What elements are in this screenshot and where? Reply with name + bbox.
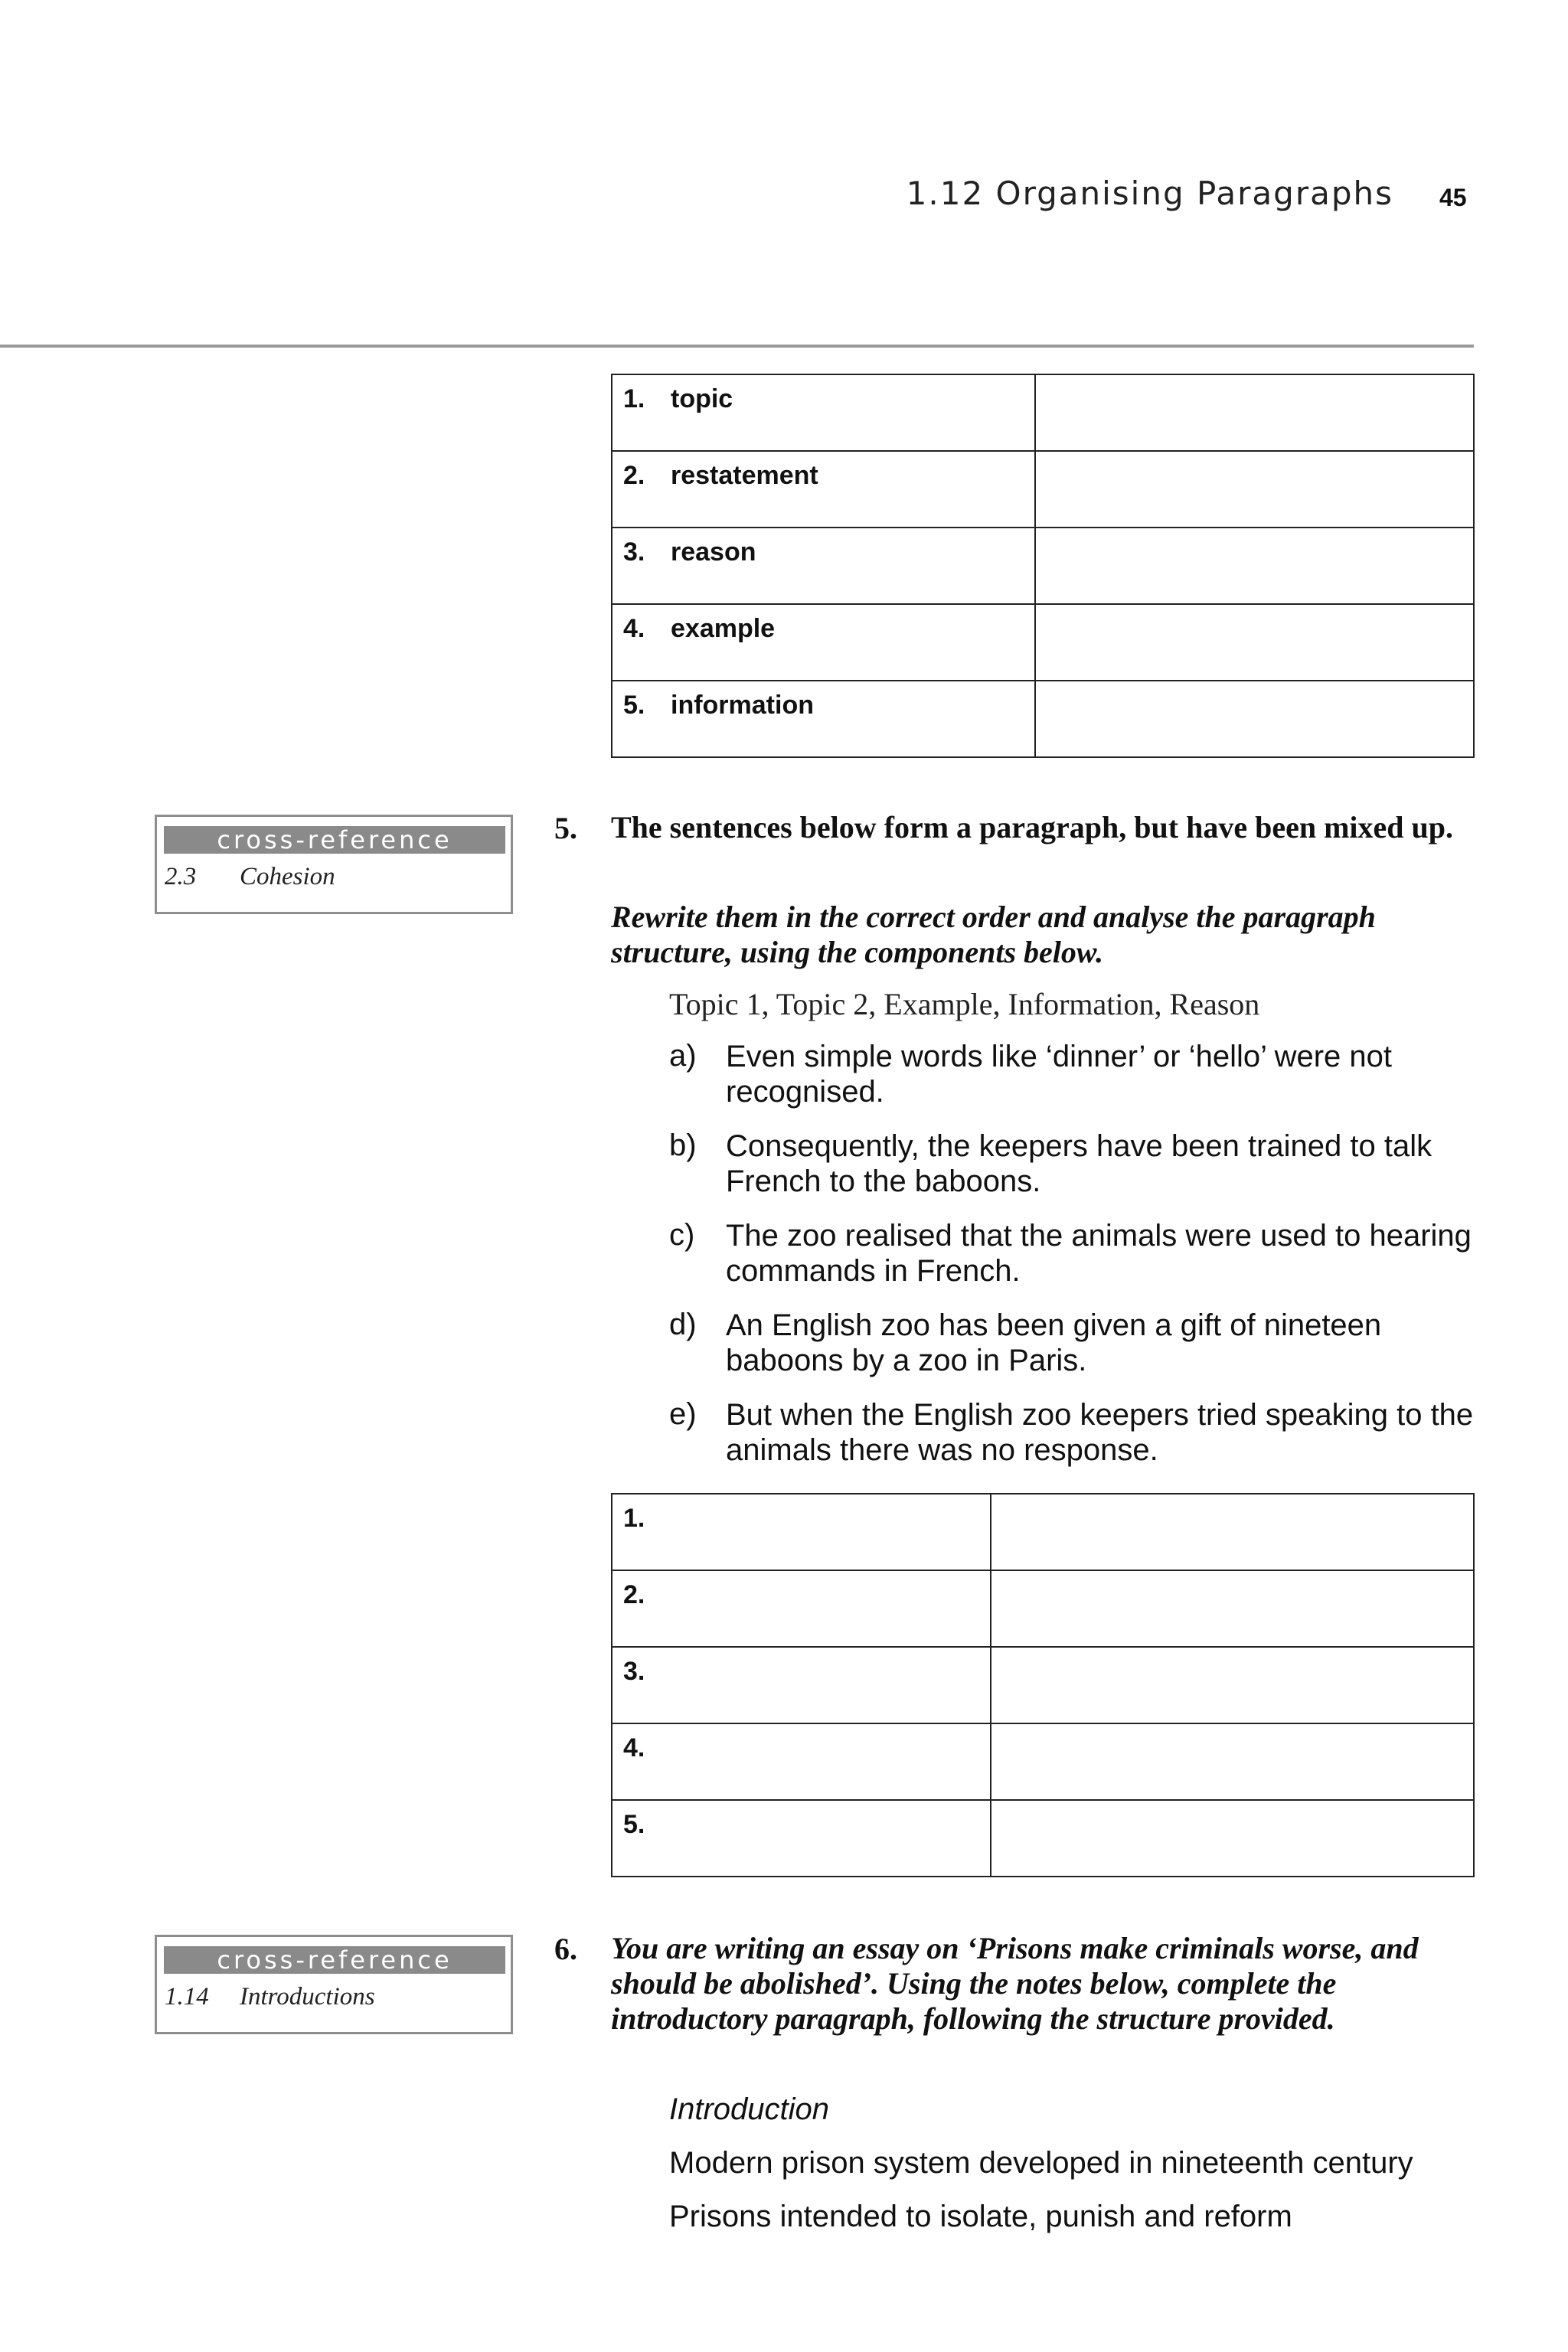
- row-number: 5.: [623, 1810, 645, 1839]
- table-row: [612, 1494, 1474, 1570]
- cross-reference-title: cross-reference: [164, 826, 505, 854]
- row-number: 2.: [623, 1580, 645, 1609]
- component-answer-cell[interactable]: [991, 1494, 1474, 1570]
- answer-cell[interactable]: [1035, 451, 1474, 528]
- question-number: 6.: [554, 1932, 577, 1966]
- table-row: [612, 451, 1474, 528]
- question-instruction: Rewrite them in the correct order and analyse the paragraph structure, using the components below.: [611, 900, 1376, 969]
- table-row: [612, 1570, 1474, 1647]
- component-answer-cell[interactable]: [991, 1570, 1474, 1647]
- component-cell: [612, 528, 1035, 604]
- sentence-cell[interactable]: [612, 1647, 991, 1723]
- component-label: topic: [671, 384, 733, 413]
- component-answer-cell[interactable]: [991, 1647, 1474, 1723]
- cross-reference-box: [155, 1935, 513, 2034]
- row-number: 1.: [623, 1504, 645, 1533]
- answer-cell[interactable]: [1035, 528, 1474, 604]
- component-cell: [612, 681, 1035, 757]
- table-row: [612, 1647, 1474, 1723]
- sentence-cell[interactable]: [612, 1723, 991, 1800]
- component-cell: [612, 451, 1035, 528]
- row-number: 4.: [623, 614, 645, 643]
- cross-reference-number: 2.3: [165, 863, 197, 890]
- component-cell: [612, 604, 1035, 681]
- sentence-cell[interactable]: [612, 1570, 991, 1647]
- row-number: 3.: [623, 537, 645, 567]
- answer-cell[interactable]: [1035, 604, 1474, 681]
- components-table: [611, 374, 1475, 758]
- item-letter: d): [669, 1308, 697, 1341]
- row-number: 4.: [623, 1733, 645, 1762]
- table-row: [612, 1800, 1474, 1877]
- component-label: information: [671, 691, 814, 720]
- notes-heading: Introduction: [669, 2092, 830, 2126]
- cross-reference-link[interactable]: Cohesion: [240, 863, 335, 890]
- sentence-item: Even simple words like ‘dinner’ or ‘hello’ were not recognised.: [726, 1040, 1393, 1109]
- item-letter: a): [669, 1039, 697, 1073]
- components-list: Topic 1, Topic 2, Example, Information, Reason: [669, 987, 1260, 1021]
- sentence-item: An English zoo has been given a gift of nineteen baboons by a zoo in Paris.: [726, 1308, 1382, 1377]
- order-table: [611, 1493, 1475, 1877]
- component-answer-cell[interactable]: [991, 1723, 1474, 1800]
- row-number: 3.: [623, 1657, 645, 1686]
- component-cell: [612, 374, 1035, 451]
- note-item: Modern prison system developed in nineteenth century: [669, 2146, 1413, 2180]
- table-row: [612, 1723, 1474, 1800]
- row-number: 2.: [623, 461, 645, 490]
- sentence-item: The zoo realised that the animals were used to hearing commands in French.: [726, 1219, 1472, 1288]
- question-text: The sentences below form a paragraph, but have been mixed up.: [611, 810, 1454, 844]
- header-rule: [0, 345, 1474, 348]
- row-number: 1.: [623, 384, 645, 413]
- cross-reference-box: [155, 815, 513, 914]
- row-number: 5.: [623, 691, 645, 720]
- sentence-cell[interactable]: [612, 1494, 991, 1570]
- sentence-cell[interactable]: [612, 1800, 991, 1877]
- table-row: [612, 374, 1474, 451]
- note-item: Prisons intended to isolate, punish and reform: [669, 2200, 1292, 2233]
- item-letter: b): [669, 1129, 697, 1162]
- component-label: example: [671, 614, 776, 643]
- question-text: You are writing an essay on ‘Prisons make criminals worse, and should be abolished’. Using the notes below, complete the introductory paragraph, following the structure provided.: [611, 1931, 1419, 2036]
- sentence-item: But when the English zoo keepers tried speaking to the animals there was no response.: [726, 1398, 1474, 1467]
- running-head: 1.12 Organising Paragraphs: [906, 175, 1393, 212]
- item-letter: c): [669, 1218, 695, 1252]
- question-number: 5.: [554, 811, 577, 845]
- component-answer-cell[interactable]: [991, 1800, 1474, 1877]
- component-label: restatement: [671, 461, 818, 490]
- component-label: reason: [671, 537, 756, 567]
- cross-reference-link[interactable]: Introductions: [240, 1983, 375, 2011]
- item-letter: e): [669, 1397, 697, 1431]
- sentence-item: Consequently, the keepers have been trained to talk French to the baboons.: [726, 1129, 1432, 1198]
- cross-reference-title: cross-reference: [164, 1946, 505, 1974]
- table-row: [612, 528, 1474, 604]
- cross-reference-number: 1.14: [165, 1983, 209, 2011]
- table-row: [612, 604, 1474, 681]
- answer-cell[interactable]: [1035, 681, 1474, 757]
- answer-cell[interactable]: [1035, 374, 1474, 451]
- table-row: [612, 681, 1474, 757]
- page-number: 45: [1439, 184, 1467, 211]
